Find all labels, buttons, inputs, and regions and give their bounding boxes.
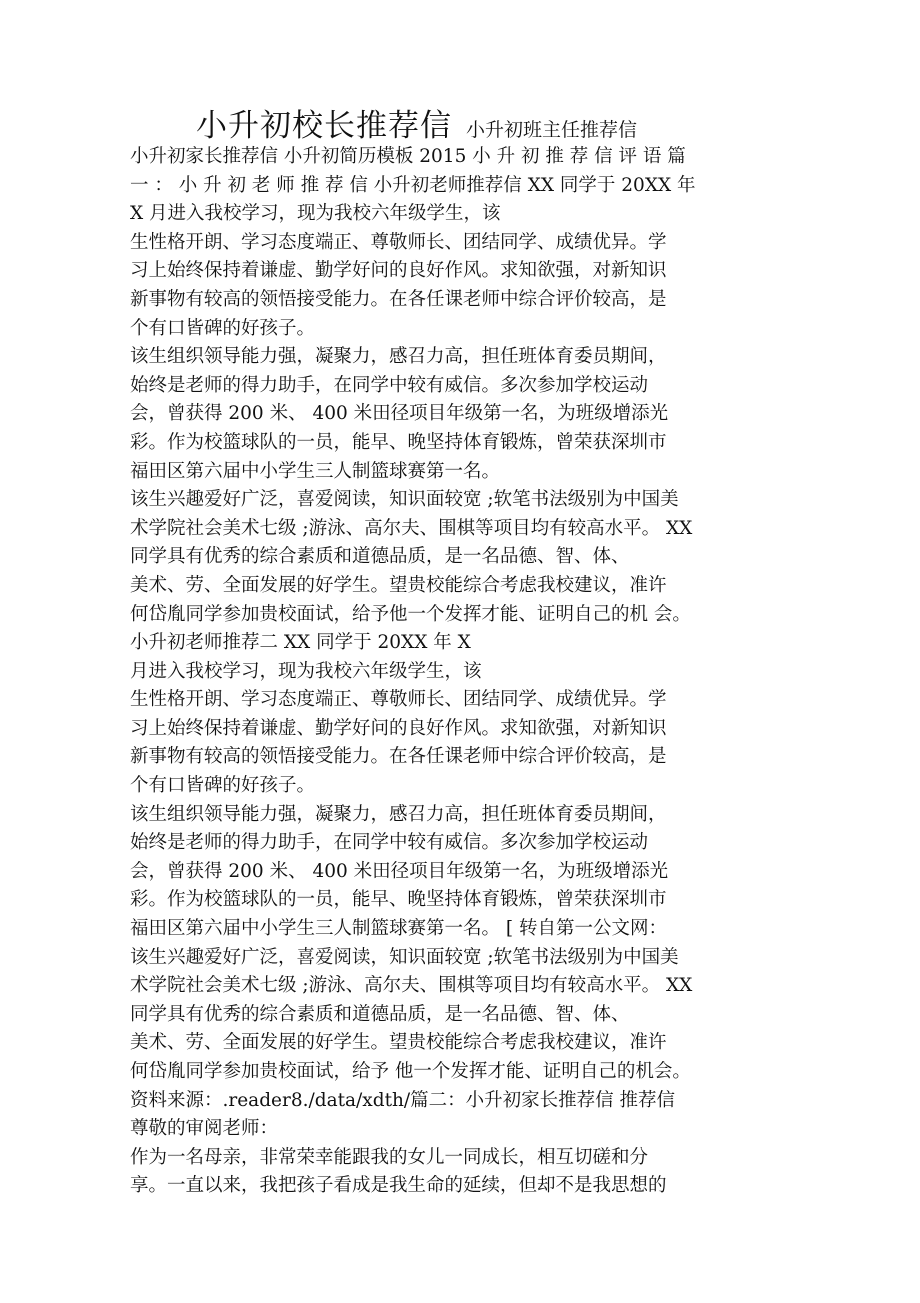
body-line: 该生兴趣爱好广泛，喜爱阅读，知识面较宽 ;软笔书法级别为中国美 bbox=[130, 946, 679, 968]
body-line: 术学院社会美术七级 ;游泳、高尔夫、围棋等项目均有较高水平。 XX bbox=[130, 517, 693, 539]
body-line: 尊敬的审阅老师： bbox=[130, 1118, 279, 1140]
body-line: 彩。作为校篮球队的一员，能早、晚坚持体育锻炼，曾荣获深圳市 bbox=[130, 889, 667, 911]
body-line: 资料来源：.reader8./data/xdth/篇二：小升初家长推荐信 推荐信 bbox=[130, 1089, 676, 1111]
body-line: 该生组织领导能力强，凝聚力，感召力高，担任班体育委员期间， bbox=[130, 346, 667, 368]
body-line: 同学具有优秀的综合素质和道德品质，是一名品德、智、体、 bbox=[130, 546, 630, 568]
body-line: 新事物有较高的领悟接受能力。在各任课老师中综合评价较高，是 bbox=[130, 746, 667, 768]
body-line: 美术、劳、全面发展的好学生。望贵校能综合考虑我校建议，准许 bbox=[130, 574, 667, 596]
body-line: 一 ： 小 升 初 老 师 推 荐 信 小升初老师推荐信 XX 同学于 20XX 年 bbox=[130, 174, 696, 196]
body-line: 福田区第六届中小学生三人制篮球赛第一名。 bbox=[130, 460, 501, 482]
body-line: 会，曾获得 200 米、 400 米田径项目年级第一名，为班级增添光 bbox=[130, 860, 669, 882]
body-line: 术学院社会美术七级 ;游泳、高尔夫、围棋等项目均有较高水平。 XX bbox=[130, 975, 693, 997]
body-line: 何岱胤同学参加贵校面试，给予 他一个发挥才能、证明自己的机会。 bbox=[130, 1061, 691, 1082]
body-line: 新事物有较高的领悟接受能力。在各任课老师中综合评价较高，是 bbox=[130, 288, 667, 310]
body-line: 个有口皆碑的好孩子。 bbox=[130, 317, 316, 339]
body-line: 同学具有优秀的综合素质和道德品质，是一名品德、智、体、 bbox=[130, 1003, 630, 1025]
body-line: 享。一直以来，我把孩子看成是我生命的延续，但却不是我思想的 bbox=[130, 1175, 667, 1197]
body-line: 小升初老师推荐二 XX 同学于 20XX 年 X bbox=[130, 632, 471, 654]
document-body bbox=[0, 143, 920, 1201]
document-subtitle: 小升初班主任推荐信 bbox=[466, 119, 638, 141]
body-line: 作为一名母亲，非常荣幸能跟我的女儿一同成长，相互切磋和分 bbox=[130, 1146, 649, 1168]
body-line: 美术、劳、全面发展的好学生。望贵校能综合考虑我校建议，准许 bbox=[130, 1032, 667, 1054]
body-line: 会，曾获得 200 米、 400 米田径项目年级第一名，为班级增添光 bbox=[130, 403, 669, 425]
body-line: 月进入我校学习，现为我校六年级学生，该 bbox=[130, 660, 482, 682]
body-line: X 月进入我校学习，现为我校六年级学生，该 bbox=[130, 203, 501, 225]
body-line: 彩。作为校篮球队的一员，能早、晚坚持体育锻炼，曾荣获深圳市 bbox=[130, 431, 667, 453]
body-line: 习上始终保持着谦虚、勤学好问的良好作风。求知欲强，对新知识 bbox=[130, 260, 667, 282]
title-row bbox=[196, 100, 637, 145]
body-line: 该生兴趣爱好广泛，喜爱阅读，知识面较宽 ;软笔书法级别为中国美 bbox=[130, 489, 679, 511]
body-line: 生性格开朗、学习态度端正、尊敬师长、团结同学、成绩优异。学 bbox=[130, 231, 667, 253]
body-line: 何岱胤同学参加贵校面试，给予他一个发挥才能、证明自己的机 会。 bbox=[130, 603, 691, 625]
body-line: 小升初家长推荐信 小升初简历模板 2015 小 升 初 推 荐 信 评 语 篇 bbox=[130, 146, 686, 167]
body-line: 该生组织领导能力强，凝聚力，感召力高，担任班体育委员期间， bbox=[130, 803, 667, 825]
body-line: 福田区第六届中小学生三人制篮球赛第一名。 [ 转自第一公文网： bbox=[130, 918, 667, 940]
body-line: 始终是老师的得力助手，在同学中较有威信。多次参加学校运动 bbox=[130, 374, 649, 396]
document-title: 小升初校长推荐信 bbox=[196, 108, 452, 144]
body-line: 生性格开朗、学习态度端正、尊敬师长、团结同学、成绩优异。学 bbox=[130, 689, 667, 711]
body-line: 个有口皆碑的好孩子。 bbox=[130, 775, 316, 797]
body-line: 始终是老师的得力助手，在同学中较有威信。多次参加学校运动 bbox=[130, 832, 649, 854]
body-line: 习上始终保持着谦虚、勤学好问的良好作风。求知欲强，对新知识 bbox=[130, 717, 667, 739]
